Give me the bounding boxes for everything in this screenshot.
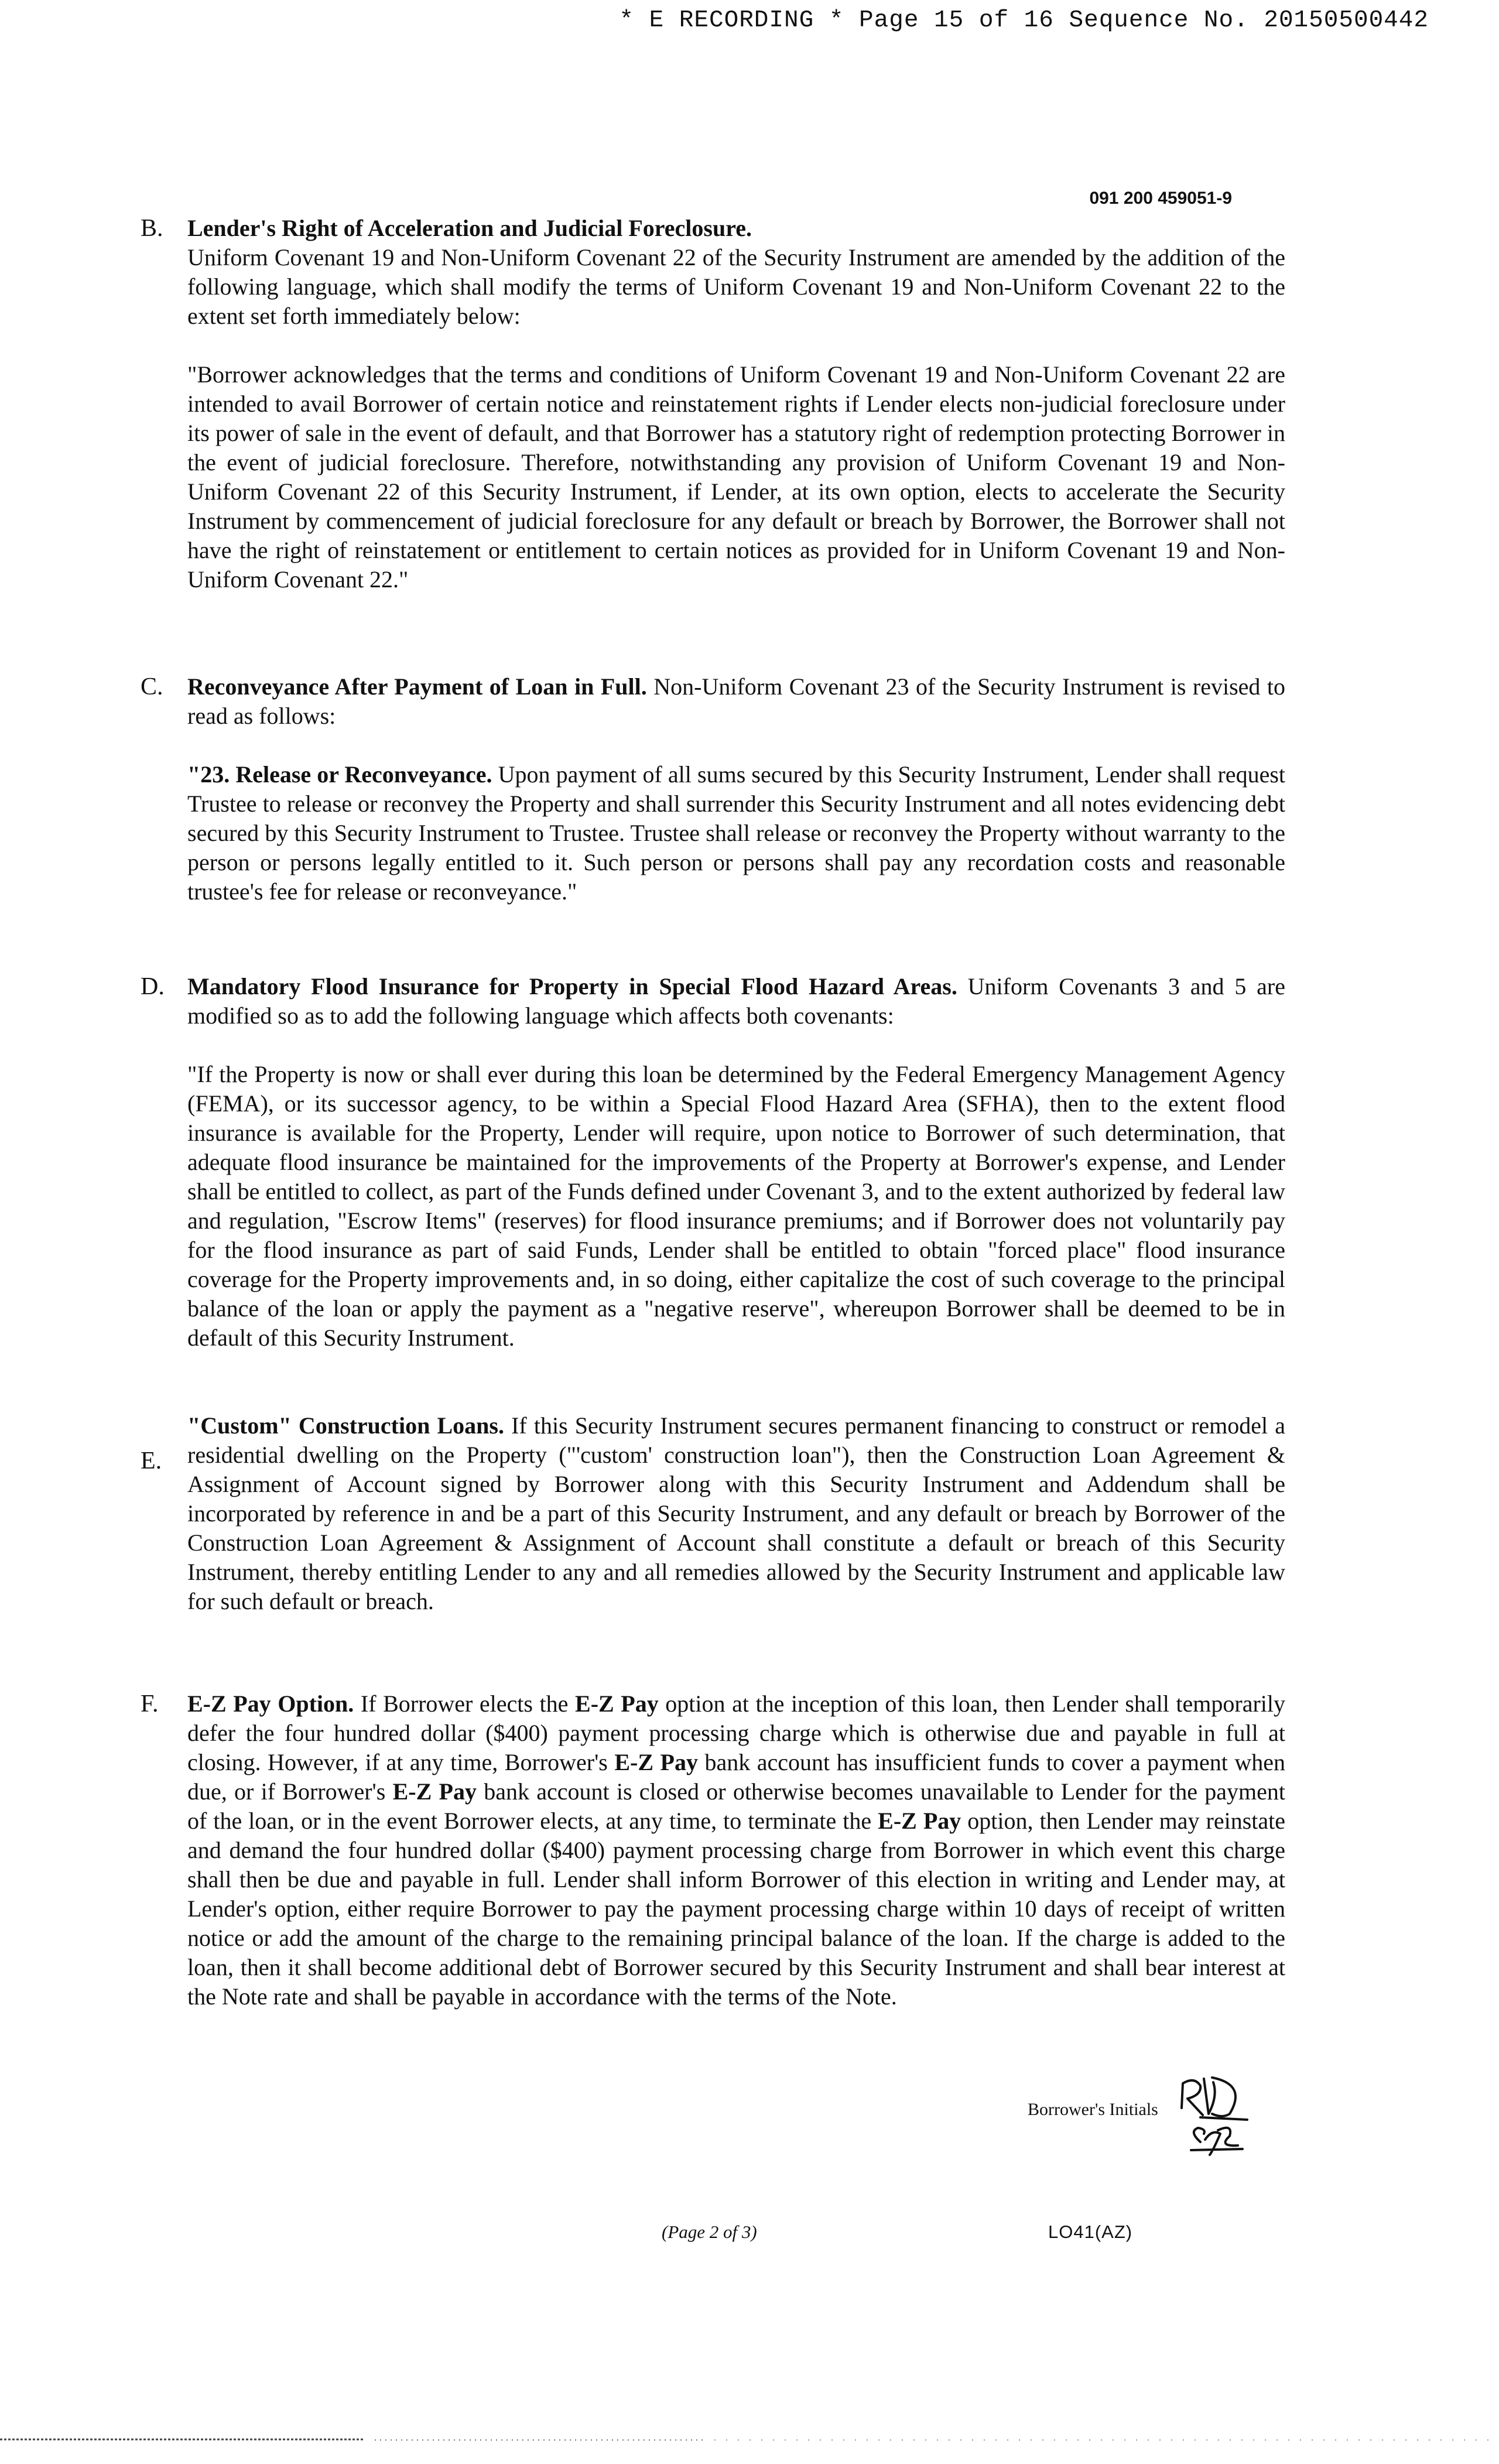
section-d-letter: D.: [141, 973, 165, 1000]
section-c: [141, 672, 1286, 906]
section-c-intro: Non-Uniform Covenant 23 of the Security Instrument is revised to read as follows:: [187, 673, 1286, 729]
section-d-intro: Uniform Covenants 3 and 5 are modified so as to add the following language which affects both covenants:: [187, 973, 1285, 1029]
section-e-heading: "Custom" Construction Loans.: [187, 1412, 504, 1439]
section-c-heading: Reconveyance After Payment of Loan in Full.: [187, 673, 647, 700]
borrower-initials-signature: [1177, 2073, 1253, 2167]
scan-edge-artifact: [0, 2436, 1499, 2444]
section-b-quote: "Borrower acknowledges that the terms and conditions of Uniform Covenant 19 and Non-Uniform Covenant 22 are intended to avail Borrower of certain notice and reinstatement rights if Lender elects non-judicial foreclosure under its power of sale in the event of default, and that Borrower has a statutory right of redemption protecting Borrower in the event of judicial foreclosure. Therefore, notwithstanding any provision of Uniform Covenant 19 and Non-Uniform Covenant 22 of this Security Instrument, if Lender, at its own option, elects to accelerate the Security Instrument by commencement of judicial foreclosure for any default or breach by Borrower, the Borrower shall not have the right of reinstatement or entitlement to certain notices as provided for in Uniform Covenant 19 and Non-Uniform Covenant 22.": [187, 361, 1285, 593]
section-f-letter: F.: [141, 1690, 159, 1717]
borrower-initials-label: Borrower's Initials: [1028, 2100, 1158, 2119]
section-f-ezpay-term: E-Z Pay: [614, 1749, 698, 1775]
section-f-text-4: bank account is closed or otherwise becomes unavailable to Lender for the payment of the loan, or in the event Borrower elects, at any time, to terminate the: [187, 1778, 1286, 1834]
section-b-letter: B.: [141, 215, 163, 242]
section-f-text-5: option, then Lender may reinstate and demand the four hundred dollar ($400) payment processing charge from Borrower in which event this charge shall then be due and payable in full. Lender shall inform Borrower of this election in writing and Lender may, at Lender's option, either require Borrower to pay the payment processing charge within 10 days of receipt of written notice or add the amount of the charge to the remaining principal balance of the loan. If the charge is added to the loan, then it shall become additional debt of Borrower secured by this Security Instrument and shall bear interest at the Note rate and shall be payable in accordance with the terms of the Note.: [187, 1808, 1286, 2010]
section-d: [141, 972, 1285, 1353]
recording-stamp: * E RECORDING * Page 15 of 16 Sequence No. 20150500442: [619, 7, 1429, 34]
loan-number: 091 200 459051-9: [1089, 189, 1232, 208]
section-f-ezpay-term: E-Z Pay: [878, 1808, 961, 1834]
footer-form-code: LO41(AZ): [1048, 2222, 1133, 2242]
section-e-body: If this Security Instrument secures permanent financing to construct or remodel a residential dwelling on the Property ("'custom' construction loan"), then the Construction Loan Agreement & Assignment of Account signed by Borrower along with this Security Instrument and Addendum shall be incorporated by reference in and be a part of this Security Instrument, and any default or breach by Borrower of the Construction Loan Agreement & Assignment of Account shall constitute a default or breach of this Security Instrument, thereby entitling Lender to any and all remedies allowed by the Security Instrument and applicable law for such default or breach.: [187, 1412, 1286, 1614]
section-b-heading: Lender's Right of Acceleration and Judicial Foreclosure.: [187, 215, 752, 241]
section-f-text-2: option at the inception of this loan, then Lender shall temporarily defer the four hundred dollar ($400) payment processing charge which is otherwise due and payable in full at closing. However, if at any time, Borrower's: [187, 1690, 1286, 1775]
section-b: [141, 214, 1285, 594]
section-d-heading: Mandatory Flood Insurance for Property in Special Flood Hazard Areas.: [187, 973, 957, 1000]
section-f: [141, 1689, 1286, 2011]
section-e: [141, 1411, 1286, 1616]
section-f-text-3: bank account has insufficient funds to cover a payment when due, or if Borrower's: [187, 1749, 1285, 1805]
section-f-text-1: If Borrower elects the: [360, 1690, 569, 1717]
section-e-letter: E.: [141, 1447, 162, 1474]
section-f-heading: E-Z Pay Option.: [187, 1690, 354, 1717]
section-b-intro: Uniform Covenant 19 and Non-Uniform Covenant 22 of the Security Instrument are amended by the addition of the following language, which shall modify the terms of Uniform Covenant 19 and Non-Uniform Covenant 22 to the extent set forth immediately below:: [187, 244, 1285, 329]
section-f-ezpay-term: E-Z Pay: [392, 1778, 477, 1805]
footer-page-number: (Page 2 of 3): [662, 2222, 757, 2242]
section-d-quote: "If the Property is now or shall ever during this loan be determined by the Federal Emergency Management Agency (FEMA), or its successor agency, to be within a Special Flood Hazard Area (SFHA), then to the extent flood insurance is available for the Property, Lender will require, upon notice to Borrower of such determination, that adequate flood insurance be maintained for the improvements of the Property at Borrower's expense, and Lender shall be entitled to collect, as part of the Funds defined under Covenant 3, and to the extent authorized by federal law and regulation, "Escrow Items" (reserves) for flood insurance premiums; and if Borrower does not voluntarily pay for the flood insurance as part of said Funds, Lender shall be entitled to obtain "forced place" flood insurance coverage for the Property improvements and, in so doing, either capitalize the cost of such coverage to the principal balance of the loan or apply the payment as a "negative reserve", whereupon Borrower shall be deemed to be in default of this Security Instrument.: [187, 1061, 1285, 1351]
section-c-quote: Upon payment of all sums secured by this Security Instrument, Lender shall request Trustee to release or reconvey the Property and shall surrender this Security Instrument and all notes evidencing debt secured by this Security Instrument to Trustee. Trustee shall release or reconvey the Property without warranty to the person or persons legally entitled to it. Such person or persons shall pay any recordation costs and reasonable trustee's fee for release or reconveyance.": [187, 761, 1285, 905]
section-f-ezpay-term: E-Z Pay: [575, 1690, 659, 1717]
section-c-quote-heading: "23. Release or Reconveyance.: [187, 761, 492, 788]
section-c-letter: C.: [141, 673, 163, 700]
